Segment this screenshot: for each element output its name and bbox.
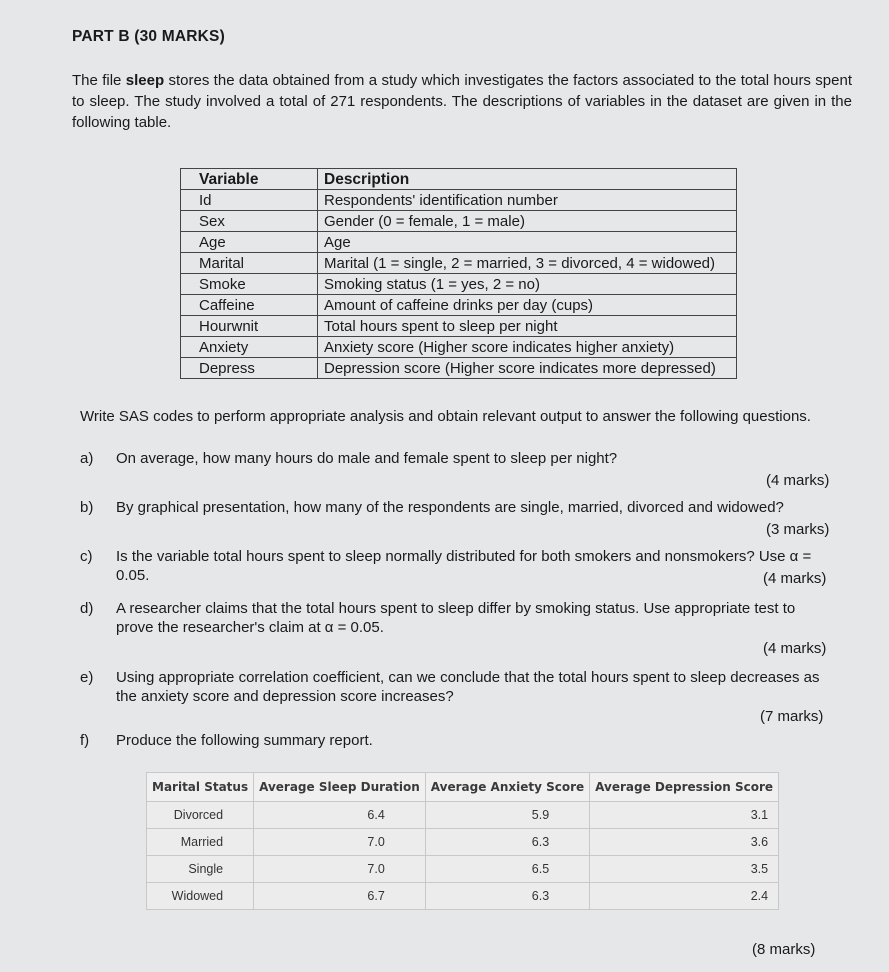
intro-after: stores the data obtained from a study which investigates the factors associated to the total hours spent to sleep. The study involved a total of 271 respondents. The descriptions of variables in the dataset are given in the following table. — [72, 72, 852, 131]
variable-description: Smoking status (1 = yes, 2 = no) — [318, 274, 737, 295]
avg-sleep-cell: 7.0 — [254, 829, 426, 856]
avg-depression-cell: 3.6 — [590, 829, 779, 856]
question-text: On average, how many hours do male and female spent to sleep per night? — [116, 450, 618, 467]
variable-description: Anxiety score (Higher score indicates higher anxiety) — [318, 337, 737, 358]
avg-depression-cell: 3.5 — [590, 856, 779, 883]
question-e-marks: (7 marks) — [760, 708, 824, 725]
question-label: e) — [80, 669, 94, 686]
avg-anxiety-cell: 6.3 — [425, 829, 589, 856]
question-a-marks: (4 marks) — [766, 472, 830, 489]
summary-header-sleep: Average Sleep Duration — [254, 773, 426, 802]
intro-filename: sleep — [125, 72, 165, 89]
variable-description: Depression score (Higher score indicates more depressed) — [318, 358, 737, 379]
variable-name: Depress — [181, 358, 318, 379]
variable-name: Smoke — [181, 274, 318, 295]
question-c-marks: (4 marks) — [763, 570, 827, 587]
avg-anxiety-cell: 6.5 — [425, 856, 589, 883]
table-row — [181, 211, 737, 232]
marital-status-cell: Single — [147, 856, 254, 883]
variable-name: Caffeine — [181, 295, 318, 316]
table-row — [147, 829, 779, 856]
summary-header-status: Marital Status — [147, 773, 254, 802]
avg-depression-cell: 3.1 — [590, 802, 779, 829]
summary-header-row — [147, 773, 779, 802]
avg-depression-cell: 2.4 — [590, 883, 779, 910]
variable-description: Total hours spent to sleep per night — [318, 316, 737, 337]
question-f-marks: (8 marks) — [752, 941, 816, 958]
variable-name: Sex — [181, 211, 318, 232]
variables-header-description: Description — [318, 169, 737, 190]
question-label: c) — [80, 548, 93, 565]
avg-anxiety-cell: 6.3 — [425, 883, 589, 910]
table-row — [181, 316, 737, 337]
question-label: d) — [80, 600, 94, 617]
question-label: b) — [80, 499, 94, 516]
variables-table — [180, 168, 737, 379]
avg-sleep-cell: 7.0 — [254, 856, 426, 883]
summary-report-table — [146, 772, 779, 910]
intro-paragraph — [72, 70, 852, 133]
variable-name: Hourwnit — [181, 316, 318, 337]
variable-description: Gender (0 = female, 1 = male) — [318, 211, 737, 232]
marital-status-cell: Divorced — [147, 802, 254, 829]
summary-header-anxiety: Average Anxiety Score — [425, 773, 589, 802]
question-text: Is the variable total hours spent to sleep normally distributed for both smokers and nonsmokers? Use α = 0.05. — [116, 548, 812, 584]
variable-name: Anxiety — [181, 337, 318, 358]
question-text: Produce the following summary report. — [116, 732, 373, 749]
table-row — [181, 190, 737, 211]
table-row — [181, 274, 737, 295]
intro-before: The file — [72, 72, 126, 89]
table-row — [147, 883, 779, 910]
question-b-marks: (3 marks) — [766, 521, 830, 538]
table-row — [147, 802, 779, 829]
avg-sleep-cell: 6.7 — [254, 883, 426, 910]
question-label: f) — [80, 732, 90, 749]
table-row — [181, 358, 737, 379]
summary-header-depression: Average Depression Score — [590, 773, 779, 802]
instructions: Write SAS codes to perform appropriate analysis and obtain relevant output to answer the following questions. — [80, 408, 811, 425]
variable-description: Age — [318, 232, 737, 253]
variable-description: Marital (1 = single, 2 = married, 3 = divorced, 4 = widowed) — [318, 253, 737, 274]
question-text: By graphical presentation, how many of the respondents are single, married, divorced and widowed? — [116, 499, 784, 516]
question-label: a) — [80, 450, 94, 467]
marital-status-cell: Widowed — [147, 883, 254, 910]
table-row — [147, 856, 779, 883]
table-row — [181, 337, 737, 358]
marital-status-cell: Married — [147, 829, 254, 856]
variable-description: Amount of caffeine drinks per day (cups) — [318, 295, 737, 316]
variables-header-variable: Variable — [181, 169, 318, 190]
avg-sleep-cell: 6.4 — [254, 802, 426, 829]
variables-header-row — [181, 169, 737, 190]
variable-name: Marital — [181, 253, 318, 274]
table-row — [181, 253, 737, 274]
avg-anxiety-cell: 5.9 — [425, 802, 589, 829]
question-d-marks: (4 marks) — [763, 640, 827, 657]
variable-name: Age — [181, 232, 318, 253]
section-heading: PART B (30 MARKS) — [72, 28, 225, 45]
question-text: A researcher claims that the total hours spent to sleep differ by smoking status. Use appropriate test to prove the researcher's claim at α = 0.05. — [116, 600, 796, 636]
variable-description: Respondents' identification number — [318, 190, 737, 211]
question-text: Using appropriate correlation coefficient, can we conclude that the total hours spent to sleep decreases as the anxiety score and depression score increases? — [116, 669, 820, 705]
table-row — [181, 232, 737, 253]
table-row — [181, 295, 737, 316]
variable-name: Id — [181, 190, 318, 211]
